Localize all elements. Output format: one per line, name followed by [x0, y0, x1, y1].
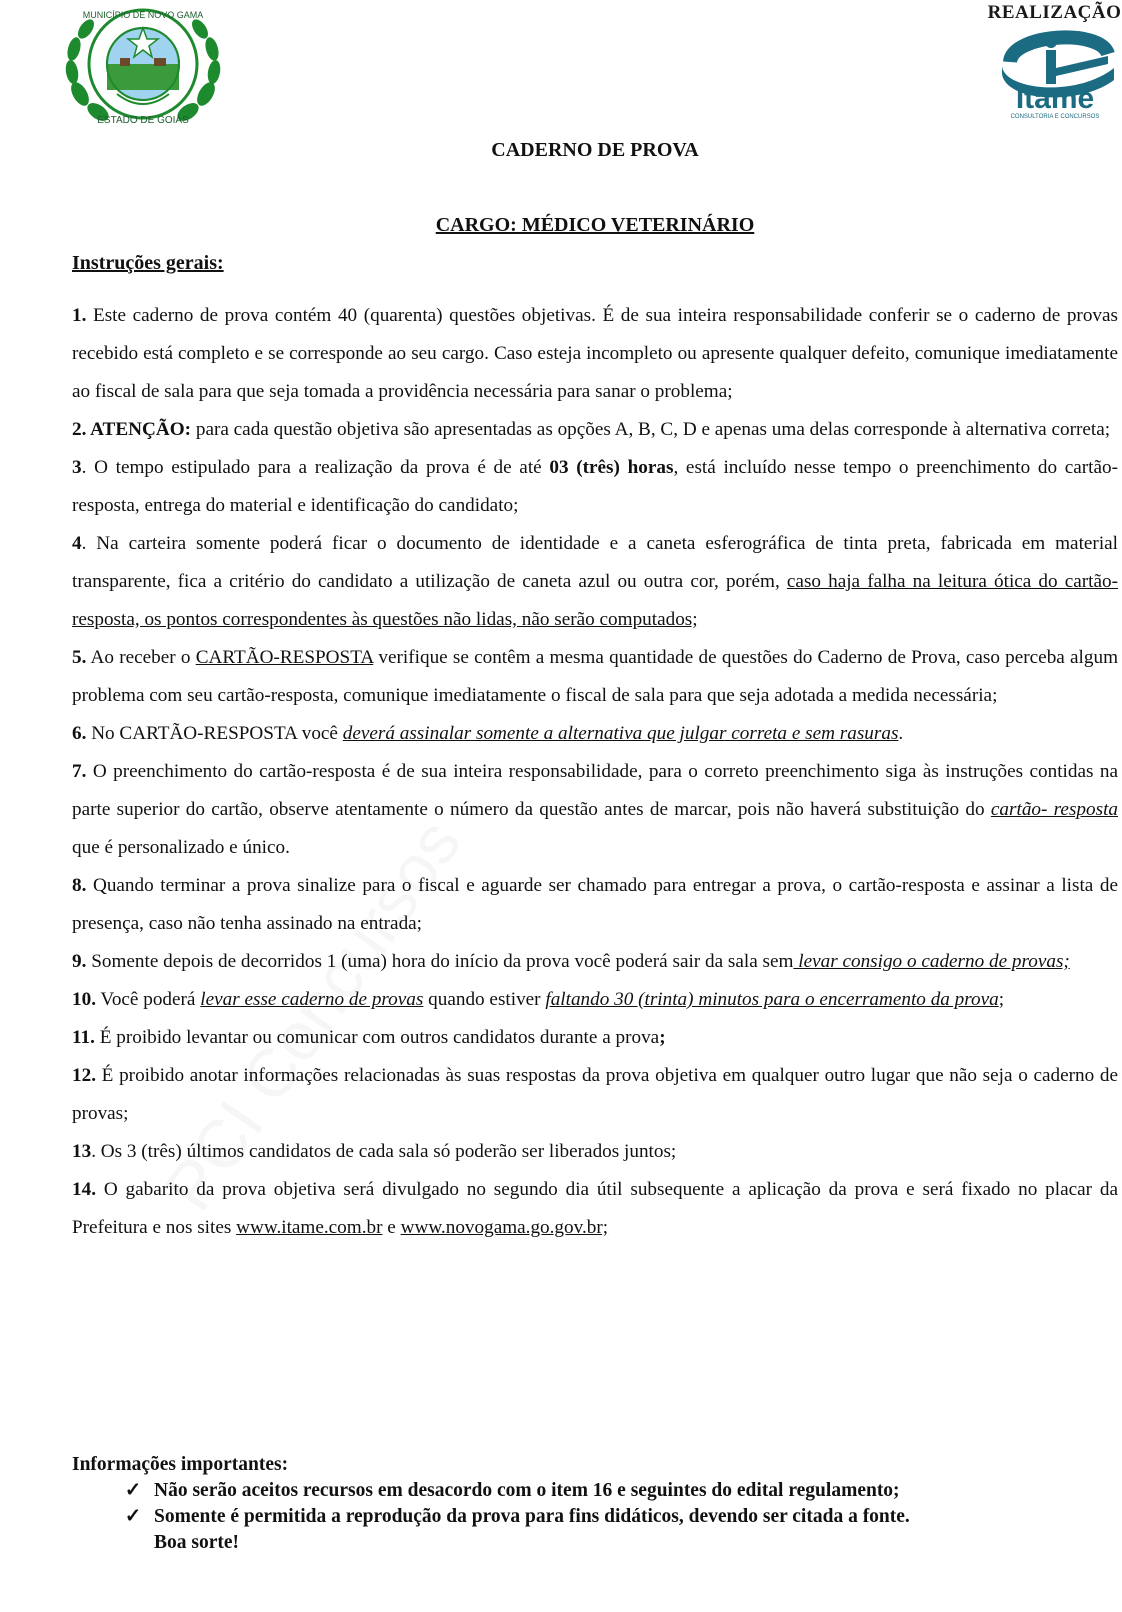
brand-tagline: CONSULTORIA E CONCURSOS	[1010, 114, 1099, 120]
instruction-item-8: 8. Quando terminar a prova sinalize para o fiscal e aguarde ser chamado para entregar a prova, o cartão-resposta e assinar a lista de presença, caso não tenha assinado na entrada;	[72, 875, 1118, 934]
itame-logo	[990, 24, 1120, 120]
important-heading: Informações importantes:	[72, 1454, 289, 1475]
instruction-item-1: 1. Este caderno de prova contém 40 (quarenta) questões objetivas. É de sua inteira responsabilidade conferir se o caderno de provas recebido está completo e se corresponde ao seu cargo. Caso esteja incompleto ou apresente qualquer defeito, comunique imediatamente ao fiscal de sala para que seja tomada a providência necessária para sanar o problema;	[72, 305, 1118, 402]
instruction-item-12: 12. É proibido anotar informações relacionadas às suas respostas da prova objetiva em qualquer outro lugar que não seja o caderno de provas;	[72, 1065, 1118, 1124]
checkmark-icon: ✓	[124, 1506, 142, 1527]
closing-text: Boa sorte!	[154, 1532, 240, 1553]
instruction-item-7: 7. O preenchimento do cartão-resposta é de sua inteira responsabilidade, para o correto preenchimento siga às instruções contidas na parte superior do cartão, observe atentamente o número da questão antes de marcar, pois não haverá substituição do cartão- resposta que é personalizado e único.	[72, 761, 1118, 858]
page-title: CADERNO DE PROVA	[491, 139, 699, 161]
instruction-item-13: 13. Os 3 (três) últimos candidatos de cada sala só poderão ser liberados juntos;	[72, 1141, 677, 1162]
instructions-list	[72, 297, 1118, 1247]
instruction-item-14: 14. O gabarito da prova objetiva será divulgado no segundo dia útil subsequente a aplicação da prova e será fixado no placar da Prefeitura e nos sites www.itame.com.br e www.novogama.go.gov.br;	[72, 1179, 1118, 1238]
cargo-title: CARGO: MÉDICO VETERINÁRIO	[435, 214, 755, 236]
important-bullet-2: ✓ Somente é permitida a reprodução da prova para fins didáticos, devendo ser citada a fonte.	[72, 1504, 910, 1530]
instruction-item-10: 10. Você poderá levar esse caderno de provas quando estiver faltando 30 (trinta) minutos para o encerramento da prova;	[72, 989, 1005, 1010]
instruction-item-4: 4. Na carteira somente poderá ficar o documento de identidade e a caneta esferográfica de tinta preta, fabricada em material transparente, fica a critério do candidato a utilização de caneta azul ou outra cor, porém, caso haja falha na leitura ótica do cartão-resposta, os pontos correspondentes às questões não lidas, não serão computados;	[72, 533, 1118, 630]
instruction-item-2: 2. ATENÇÃO: para cada questão objetiva são apresentadas as opções A, B, C, D e apenas uma delas corresponde à alternativa correta;	[72, 419, 1111, 440]
instruction-item-3: 3. O tempo estipulado para a realização da prova é de até 03 (três) horas, está incluído nesse tempo o preenchimento do cartão-resposta, entrega do material e identificação do candidato;	[72, 457, 1119, 516]
municipal-seal-logo	[62, 2, 224, 128]
instruction-item-6: 6. No CARTÃO-RESPOSTA você deverá assinalar somente a alternativa que julgar correta e sem rasuras.	[72, 723, 904, 744]
important-info	[72, 1452, 910, 1556]
checkmark-icon: ✓	[124, 1480, 142, 1501]
instruction-item-9: 9. Somente depois de decorridos 1 (uma) hora do início da prova você poderá sair da sala sem levar consigo o caderno de provas;	[72, 951, 1070, 972]
seal-text-bottom: ESTADO DE GOIÁS	[97, 115, 189, 126]
important-bullet-1: ✓ Não serão aceitos recursos em desacordo com o item 16 e seguintes do edital regulamento;	[72, 1478, 910, 1504]
instructions-heading: Instruções gerais:	[72, 252, 224, 274]
brand-name: Itame	[1015, 82, 1094, 115]
seal-text-top: MUNICÍPIO DE NOVO GAMA	[82, 10, 204, 20]
instruction-item-5: 5. Ao receber o CARTÃO-RESPOSTA verifique se contêm a mesma quantidade de questões do Caderno de Prova, caso perceba algum problema com seu cartão-resposta, comunique imediatamente o fiscal de sala para que seja adotada a medida necessária;	[72, 647, 1118, 706]
instruction-item-11: 11. É proibido levantar ou comunicar com outros candidatos durante a prova;	[72, 1027, 666, 1048]
itame-site-link[interactable]: www.itame.com.br	[236, 1217, 383, 1238]
realizacao-label: REALIZAÇÃO	[987, 2, 1122, 23]
itame-brand	[987, 0, 1122, 125]
novogama-site-link[interactable]: www.novogama.go.gov.br;	[400, 1217, 609, 1238]
